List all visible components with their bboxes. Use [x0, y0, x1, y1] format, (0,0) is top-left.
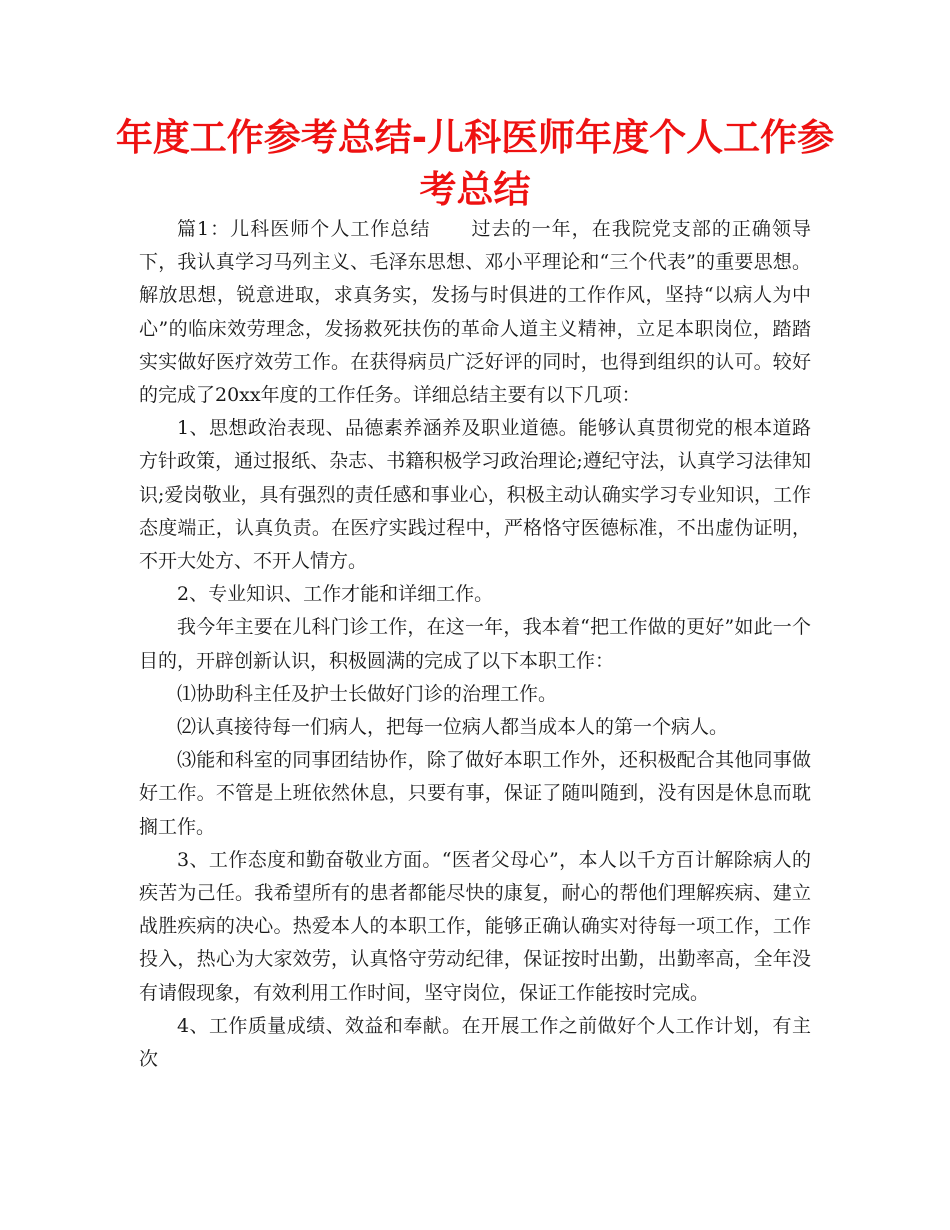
list-item: ⑴协助科主任及护士长做好门诊的治理工作。	[177, 682, 558, 705]
paragraph: 我今年主要在儿科门诊工作，在这一年，我本着“把工作做的更好”如此一个目的，开辟创新认识，积极圆满的完成了以下本职工作：	[139, 616, 811, 672]
section-heading: 篇1：儿科医师个人工作总结	[177, 218, 431, 240]
paragraph: 4、工作质量成绩、效益和奉献。在开展工作之前做好个人工作计划，有主次	[139, 1014, 811, 1071]
paragraph: 2、专业知识、工作才能和详细工作。	[177, 583, 494, 606]
document-title: 年度工作参考总结-儿科医师年度个人工作参考总结	[115, 116, 835, 211]
paragraph-text: 过去的一年，在我院党支部的正确领导下，我认真学习马列主义、毛泽东思想、邓小平理论和“三个代表”的重要思想。解放思想，锐意进取，求真务实，发扬与时俱进的工作作风，坚持“以病人为中心”的临床效劳理念，发扬救死扶伤的革命人道主义精神，立足本职岗位，踏踏实实做好医疗效劳工作。在获得病员广泛好评的同时，也得到组织的认可。较好的完成了20xx年度的工作任务。详细总结主要有以下几项：	[139, 218, 811, 407]
paragraph: 3、工作态度和勤奋敬业方面。“医者父母心”，本人以千方百计解除病人的疾苦为己任。我希望所有的患者都能尽快的康复，耐心的帮他们理解疾病、建立战胜疾病的决心。热爱本人的本职工作，能够正确认确实对待每一项工作，工作投入，热心为大家效劳，认真恪守劳动纪律，保证按时出勤，出勤率高，全年没有请假现象，有效利用工作时间，坚守岗位，保证工作能按时完成。	[139, 848, 811, 1004]
paragraph: 1、思想政治表现、品德素养涵养及职业道德。能够认真贯彻党的根本道路方针政策，通过报纸、杂志、书籍积极学习政治理论;遵纪守法，认真学习法律知识;爱岗敬业，具有强烈的责任感和事业心，积极主动认确实学习专业知识，工作态度端正，认真负责。在医疗实践过程中，严格恪守医德标准，不出虚伪证明，不开大处方、不开人情方。	[139, 417, 811, 573]
list-item: ⑵认真接待每一们病人，把每一位病人都当成本人的第一个病人。	[177, 716, 729, 739]
paragraph-intro	[139, 213, 811, 412]
document-body	[139, 213, 811, 1076]
list-item: ⑶能和科室的同事团结协作，除了做好本职工作外，还积极配合其他同事做好工作。不管是上班依然休息，只要有事，保证了随叫随到，没有因是休息而耽搁工作。	[139, 749, 811, 838]
